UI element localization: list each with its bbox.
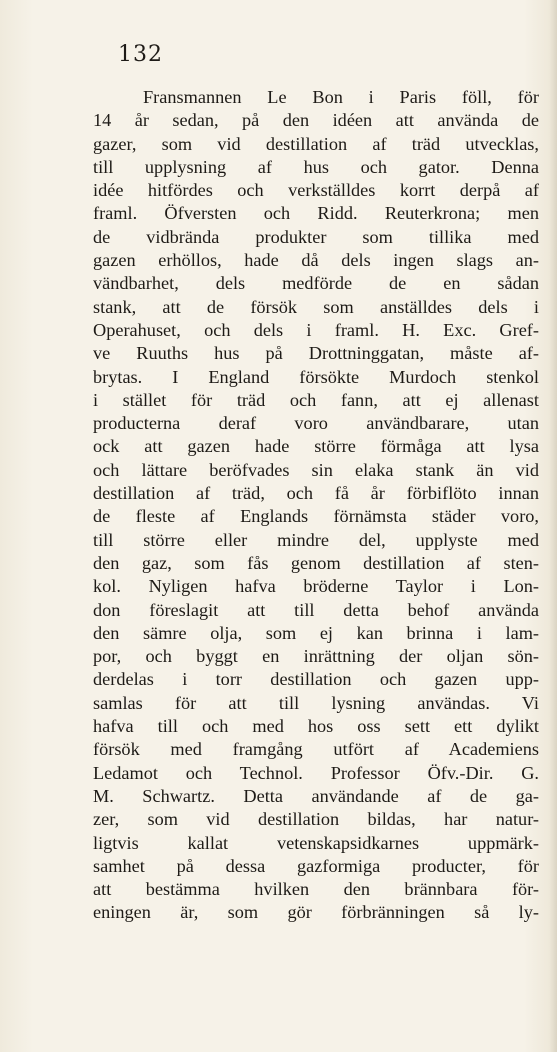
text-line: stank, att de försök som anställdes dels i bbox=[93, 296, 539, 317]
text-line: don föreslagit att till detta behof använda bbox=[93, 599, 539, 620]
text-line: gazen erhöllos, hade då dels ingen slags an- bbox=[93, 250, 539, 271]
text-line: M. Schwartz. Detta användande af de ga- bbox=[93, 785, 539, 806]
text-line: Operahuset, och dels i framl. H. Exc. Gref- bbox=[93, 319, 539, 340]
text-line: att bestämma hvilken den brännbara för- bbox=[93, 879, 539, 900]
text-line: Fransmannen Le Bon i Paris föll, för bbox=[143, 87, 539, 107]
text-line: försök med framgång utfört af Academiens bbox=[93, 739, 539, 760]
text-line: kol. Nyligen hafva bröderne Taylor i Lon- bbox=[93, 576, 539, 597]
text-line: i stället för träd och fann, att ej allenast bbox=[93, 389, 539, 410]
text-line: samlas för att till lysning användas. Vi bbox=[93, 692, 539, 713]
text-line: por, och byggt en inrättning der oljan sön- bbox=[93, 646, 539, 667]
text-line: zer, som vid destillation bildas, har natur- bbox=[93, 809, 539, 830]
text-line: ock att gazen hade större förmåga att lysa bbox=[93, 436, 539, 457]
text-line: hafva till och med hos oss sett ett dylikt bbox=[93, 716, 539, 737]
text-line: framl. Öfversten och Ridd. Reuterkrona; men bbox=[93, 203, 539, 224]
text-line: samhet på dessa gazformiga producter, för bbox=[93, 855, 539, 876]
text-line: den gaz, som fås genom destillation af sten- bbox=[93, 552, 539, 573]
text-line: idée hitfördes och verkställdes korrt derpå af bbox=[93, 180, 539, 201]
text-line: till större eller mindre del, upplyste med bbox=[93, 529, 539, 550]
text-line: producterna deraf voro användbarare, utan bbox=[93, 413, 539, 434]
page-edge-shadow bbox=[549, 0, 557, 1052]
text-line: brytas. I England försökte Murdoch stenkol bbox=[93, 366, 539, 387]
text-line: gazer, som vid destillation af träd utvecklas, bbox=[93, 133, 539, 154]
text-line: de fleste af Englands förnämsta städer voro, bbox=[93, 506, 539, 527]
text-line: ve Ruuths hus på Drottninggatan, måste af- bbox=[93, 343, 539, 364]
text-line: derdelas i torr destillation och gazen upp- bbox=[93, 669, 539, 690]
text-line: vändbarhet, dels medförde de en sådan bbox=[93, 273, 539, 294]
text-line: och lättare beröfvades sin elaka stank än vid bbox=[93, 459, 539, 480]
body-text bbox=[93, 86, 539, 925]
text-line: eningen är, som gör förbränningen så ly- bbox=[93, 902, 539, 923]
text-line: de vidbrända produkter som tillika med bbox=[93, 226, 539, 247]
text-line: 14 år sedan, på den idéen att använda de bbox=[93, 110, 539, 131]
text-line: destillation af träd, och få år förbiflöto innan bbox=[93, 483, 539, 504]
text-line: den sämre olja, som ej kan brinna i lam- bbox=[93, 622, 539, 643]
text-line: till upplysning af hus och gator. Denna bbox=[93, 156, 539, 177]
page-number: 132 bbox=[118, 42, 163, 67]
text-line: Ledamot och Technol. Professor Öfv.-Dir. G. bbox=[93, 762, 539, 783]
text-line: ligtvis kallat vetenskapsidkarnes uppmärk- bbox=[93, 832, 539, 853]
